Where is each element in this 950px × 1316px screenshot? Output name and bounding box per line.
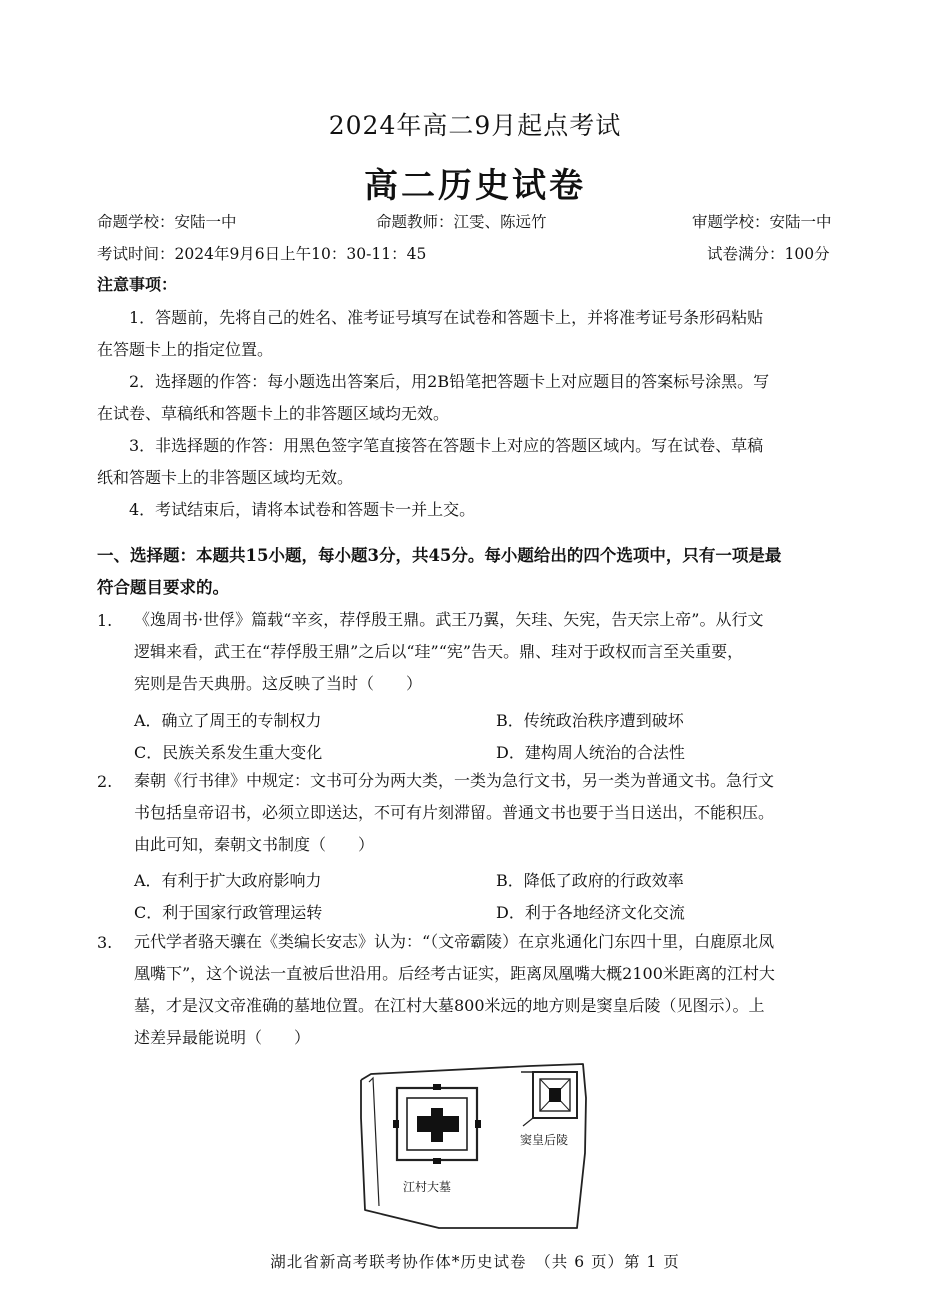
paper-title: 高二历史试卷: [364, 166, 586, 206]
label-jiangcun-tomb: 江村大墓: [403, 1180, 452, 1194]
notice-item-4-line1: 4．考试结束后，请将本试卷和答题卡一并上交。: [129, 500, 476, 519]
question-2-option-a: A．有利于扩大政府影响力: [134, 871, 322, 890]
notice-item-2-line2: 在试卷、草稿纸和答题卡上的非答题区域均无效。: [97, 404, 450, 423]
question-1-option-b: B．传统政治秩序遭到破坏: [496, 711, 684, 730]
question-1-option-d: D．建构周人统治的合法性: [496, 743, 685, 762]
notice-item-1: [97, 302, 855, 366]
setter-school: 命题学校：安陆一中: [97, 213, 237, 231]
question-2-line: 书包括皇帝诏书，必须立即送达，不可有片刻滞留。普通文书也要于当日送出，不能积压。: [134, 803, 775, 822]
question-2-option-b: B．降低了政府的行政效率: [496, 871, 684, 890]
label-dou-tomb: 窦皇后陵: [520, 1133, 569, 1147]
question-1-number: 1.: [97, 611, 113, 630]
notice-item-3: [97, 430, 855, 494]
setter-teachers: 命题教师：江雯、陈远竹: [376, 213, 547, 231]
notice-item-3-line2: 纸和答题卡上的非答题区域均无效。: [97, 468, 354, 487]
notice-heading: 注意事项：: [97, 275, 178, 294]
review-school: 审题学校：安陆一中: [692, 213, 832, 231]
exam-title: 2024年高二9月起点考试: [328, 111, 622, 140]
question-3-line: 凰嘴下”，这个说法一直被后世沿用。后经考古证实，距离凤凰嘴大概2100米距离的江村大: [134, 964, 775, 983]
question-3-line: 元代学者骆天骧在《类编长安志》认为：“（文帝霸陵）在京兆通化门东四十里，白鹿原北凤: [134, 932, 775, 951]
question-3-line: 述差异最能说明（ ）: [134, 1028, 311, 1047]
outer-boundary-inner: [369, 1078, 379, 1206]
question-1-stem: [134, 604, 855, 700]
tomb-map-figure: [355, 1058, 595, 1236]
exam-time: 考试时间：2024年9月6日上午10：30-11：45: [97, 245, 427, 263]
question-2-line: 由此可知，秦朝文书制度（ ）: [134, 835, 375, 854]
notice-item-2: [97, 366, 855, 430]
question-1-option-c: C．民族关系发生重大变化: [134, 743, 323, 762]
jiangcun-tomb-mound: [417, 1108, 459, 1142]
notice-item-1-line2: 在答题卡上的指定位置。: [97, 340, 274, 359]
question-1-line: 宪则是告天典册。这反映了当时（ ）: [134, 674, 423, 693]
question-3-number: 3.: [97, 933, 113, 952]
notice-item-3-line1: 3．非选择题的作答：用黑色签字笔直接答在答题卡上对应的答题区域内。写在试卷、草稿: [129, 436, 764, 455]
question-1-line: 《逸周书·世俘》篇载“辛亥，荐俘殷王鼎。武王乃翼，矢珪、矢宪，告天宗上帝”。从行文: [134, 610, 764, 629]
notice-item-2-line1: 2．选择题的作答：每小题选出答案后，用2B铅笔把答题卡上对应题目的答案标号涂黑。写: [129, 372, 770, 391]
question-1-line: 逻辑来看，武王在“荐俘殷王鼎”之后以“珪”“宪”告天。鼎、珪对于政权而言至关重要，: [134, 642, 744, 661]
section-heading-line2: 符合题目要求的。: [97, 578, 229, 597]
question-2-stem: [134, 765, 855, 861]
question-2-option-d: D．利于各地经济文化交流: [496, 903, 685, 922]
question-3-stem: [134, 926, 855, 1054]
full-score: 试卷满分：100分: [707, 245, 830, 263]
section-heading-line1: 一、选择题：本题共15小题，每小题3分，共45分。每小题给出的四个选项中，只有一项是最: [97, 546, 782, 565]
question-2-line: 秦朝《行书律》中规定：文书可分为两大类，一类为急行文书，另一类为普通文书。急行文: [134, 771, 775, 790]
question-1-option-a: A．确立了周王的专制权力: [134, 711, 322, 730]
section-heading: [97, 540, 855, 604]
notice-item-4: [97, 494, 855, 526]
notice-item-1-line1: 1．答题前，先将自己的姓名、准考证号填写在试卷和答题卡上，并将准考证号条形码粘贴: [129, 308, 764, 327]
question-3-line: 墓，才是汉文帝准确的墓地位置。在江村大墓800米远的地方则是窦皇后陵（见图示）。上: [134, 996, 765, 1015]
question-2-number: 2.: [97, 772, 113, 791]
page-footer: 湖北省新高考联考协作体*历史试卷 （共 6 页）第 1 页: [270, 1253, 680, 1271]
question-2-option-c: C．利于国家行政管理运转: [134, 903, 323, 922]
